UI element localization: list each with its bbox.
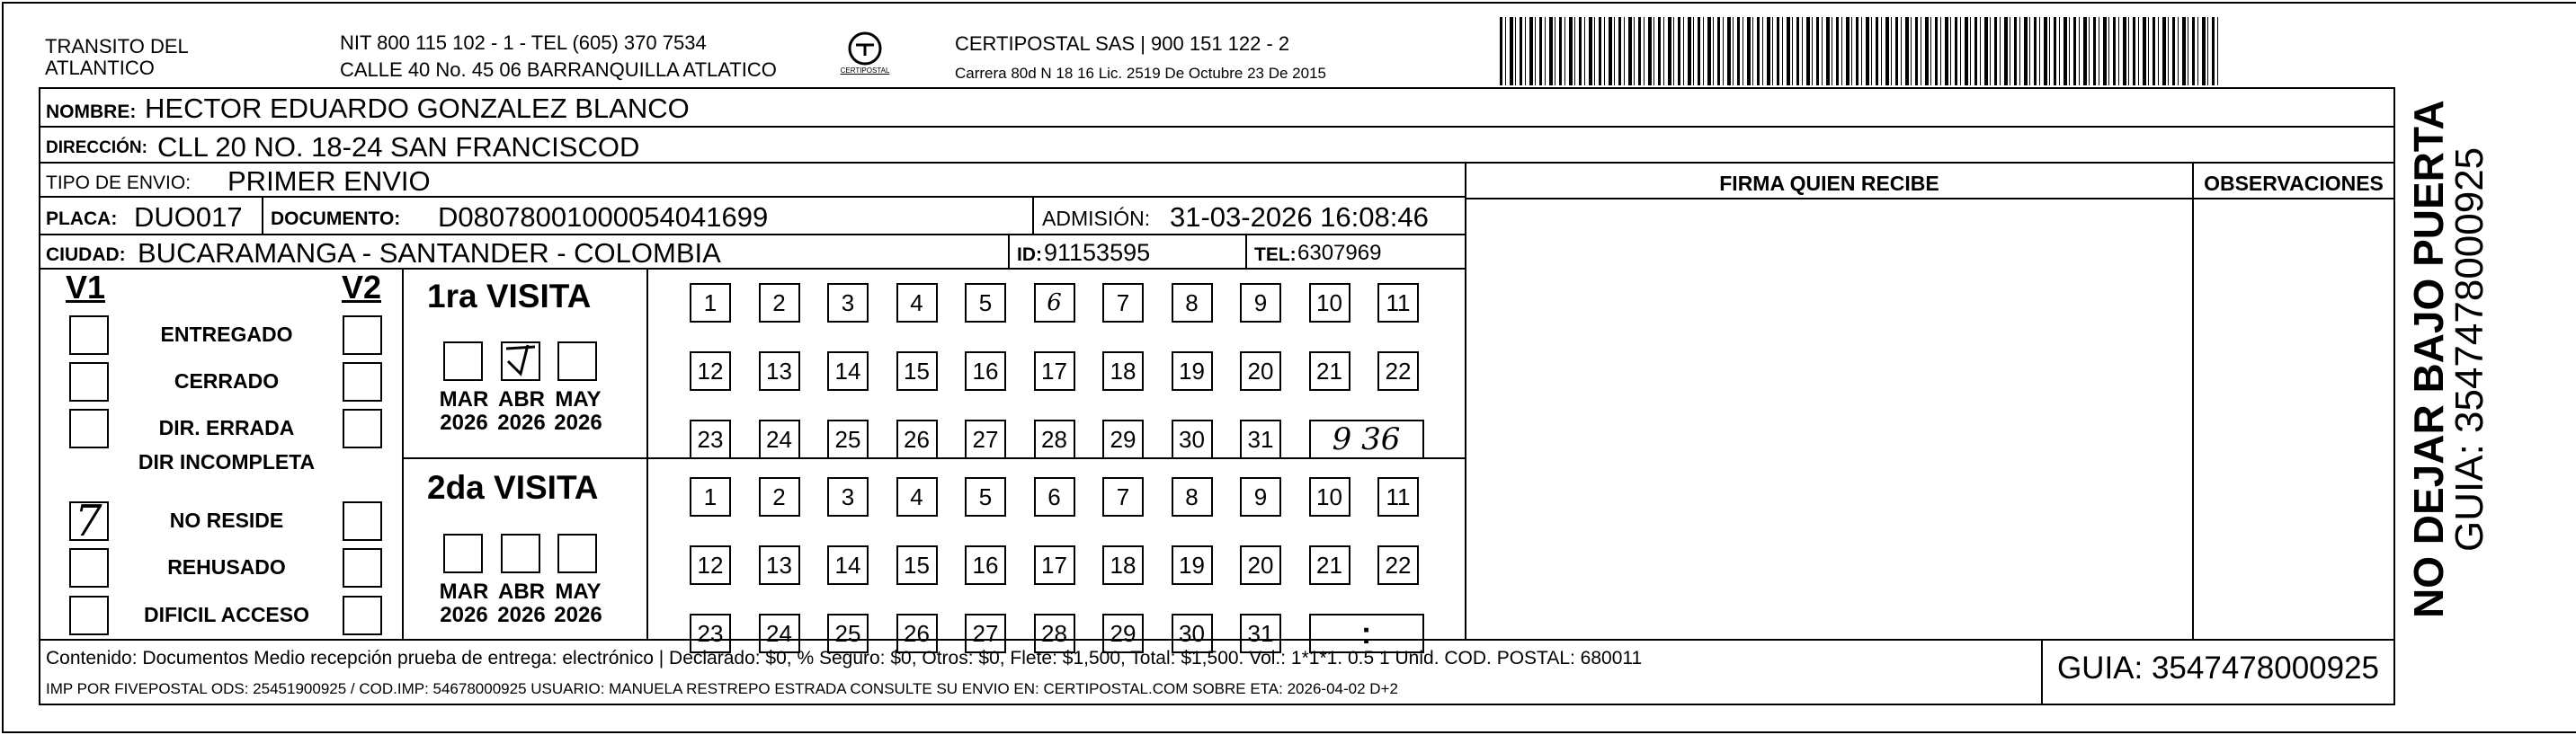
day-box-21[interactable]: 21: [1309, 351, 1350, 391]
day-box-12[interactable]: 12: [690, 351, 731, 391]
month-year: 2026: [497, 411, 546, 435]
month-checkbox-abr[interactable]: [501, 534, 540, 573]
handwritten-mark: 7: [75, 496, 103, 546]
day-box-23[interactable]: 23: [690, 420, 731, 459]
month-label: [490, 580, 553, 627]
month-name: MAY: [555, 387, 602, 412]
day-box-22[interactable]: 22: [1377, 545, 1419, 585]
observaciones-column-divider: [2192, 164, 2194, 639]
columns-header-divider: [1465, 198, 2393, 199]
status-label: DIFICIL ACCESO: [143, 603, 309, 626]
day-box-20[interactable]: 20: [1240, 545, 1281, 585]
month-checkbox-mar[interactable]: [443, 534, 483, 573]
day-box-27[interactable]: 27: [965, 614, 1006, 653]
day-box-18[interactable]: 18: [1102, 351, 1144, 391]
firma-signature-area[interactable]: [1472, 206, 2186, 633]
row-nombre: [40, 89, 2393, 128]
day-box-29[interactable]: 29: [1102, 420, 1144, 459]
day-box-11[interactable]: 11: [1377, 283, 1419, 323]
day-box-30[interactable]: 30: [1172, 420, 1213, 459]
day-box-26[interactable]: 26: [896, 614, 938, 653]
row-ciudad: [40, 235, 1465, 270]
month-checkbox-mar[interactable]: [443, 341, 483, 381]
v2-checkbox[interactable]: [343, 596, 382, 635]
divider: [1245, 235, 1247, 268]
day-box-14[interactable]: 14: [827, 545, 869, 585]
day-box-22[interactable]: 22: [1377, 351, 1419, 391]
day-box-24[interactable]: 24: [759, 420, 800, 459]
day-box-21[interactable]: 21: [1309, 545, 1350, 585]
day-box-7[interactable]: 7: [1102, 477, 1144, 517]
main-table: [39, 87, 2395, 705]
day-box-17[interactable]: 17: [1034, 351, 1075, 391]
divider: [1008, 235, 1010, 268]
month-label: [547, 580, 610, 627]
month-year: 2026: [440, 603, 488, 627]
id-value: 91153595: [1044, 239, 1151, 266]
day-box-10[interactable]: 10: [1309, 477, 1350, 517]
day-box-12[interactable]: 12: [690, 545, 731, 585]
status-divider: [402, 270, 404, 639]
status-label: DIR. ERRADA: [158, 416, 295, 439]
company-block: [955, 32, 1326, 83]
id-label: ID:: [1017, 244, 1042, 265]
day-box-9[interactable]: 9: [1240, 477, 1281, 517]
day-box-5[interactable]: 5: [965, 477, 1006, 517]
day-box-26[interactable]: 26: [896, 420, 938, 459]
divider: [262, 198, 263, 234]
day-box-29[interactable]: 29: [1102, 614, 1144, 653]
nit-line: NIT 800 115 102 - 1 - TEL (605) 370 7534: [340, 31, 707, 54]
row-direccion: [40, 128, 2393, 164]
firma-column-divider: [1465, 164, 1466, 639]
day-box-24[interactable]: 24: [759, 614, 800, 653]
day-box-8[interactable]: 8: [1172, 477, 1213, 517]
day-box-18[interactable]: 18: [1102, 545, 1144, 585]
day-box-3[interactable]: 3: [827, 477, 869, 517]
checkmark-icon: [501, 341, 540, 381]
footer-guia: GUIA: 3547478000925: [2056, 651, 2380, 686]
day-box-13[interactable]: 13: [759, 351, 800, 391]
month-label: [490, 388, 553, 435]
day-box-17[interactable]: 17: [1034, 545, 1075, 585]
month-label: [547, 388, 610, 435]
day-box-25[interactable]: 25: [827, 420, 869, 459]
v1-checkbox[interactable]: [69, 596, 109, 635]
day-box-2[interactable]: 2: [759, 477, 800, 517]
day-box-30[interactable]: 30: [1172, 614, 1213, 653]
visit-time-box[interactable]: 9 36: [1309, 420, 1424, 459]
day-box-6[interactable]: 6: [1034, 477, 1075, 517]
v1-header: V1: [66, 269, 106, 306]
tel-value: 6307969: [1297, 241, 1382, 265]
day-box-15[interactable]: 15: [896, 351, 938, 391]
day-box-10[interactable]: 10: [1309, 283, 1350, 323]
certipostal-logo-icon: [838, 29, 892, 83]
tipo-value: PRIMER ENVIO: [227, 165, 431, 197]
day-box-13[interactable]: 13: [759, 545, 800, 585]
v1-checkbox[interactable]: [69, 362, 109, 402]
row-tipo-envio: [40, 164, 1465, 198]
nit-block: [340, 32, 777, 81]
direccion-label: DIRECCIÓN:: [46, 138, 147, 157]
month-year: 2026: [497, 603, 546, 627]
tipo-label: TIPO DE ENVIO:: [46, 173, 192, 193]
day-box-9[interactable]: 9: [1240, 283, 1281, 323]
day-box-15[interactable]: 15: [896, 545, 938, 585]
month-checkbox-may[interactable]: [557, 534, 597, 573]
org-name: [45, 36, 189, 79]
observaciones-area[interactable]: [2199, 206, 2388, 633]
day-box-7[interactable]: 7: [1102, 283, 1144, 323]
license-line: Carrera 80d N 18 16 Lic. 2519 De Octubre 23 De 2015: [955, 65, 1326, 82]
ciudad-label: CIUDAD:: [46, 244, 126, 265]
firma-header: FIRMA QUIEN RECIBE: [1719, 172, 1939, 195]
day-box-3[interactable]: 3: [827, 283, 869, 323]
day-box-1[interactable]: 1: [690, 283, 731, 323]
documento-value: D08078001000054041699: [438, 201, 769, 233]
visit1-title: 1ra VISITA: [427, 278, 592, 314]
month-year: 2026: [554, 603, 602, 627]
day-box-20[interactable]: 20: [1240, 351, 1281, 391]
day-box-5[interactable]: 5: [965, 283, 1006, 323]
v2-checkbox[interactable]: [343, 548, 382, 588]
row-placa: [40, 198, 1465, 235]
divider: [1032, 198, 1034, 234]
org-name-line1: TRANSITO DEL: [45, 35, 189, 58]
day-box-25[interactable]: 25: [827, 614, 869, 653]
ciudad-value: BUCARAMANGA - SANTANDER - COLOMBIA: [138, 237, 721, 269]
day-box-4[interactable]: 4: [896, 283, 938, 323]
day-box-6[interactable]: 6: [1034, 283, 1075, 323]
v1-checkbox[interactable]: [69, 315, 109, 355]
v2-checkbox[interactable]: [343, 501, 382, 541]
day-box-19[interactable]: 19: [1172, 351, 1213, 391]
day-box-11[interactable]: 11: [1377, 477, 1419, 517]
tel-label: TEL:: [1254, 244, 1297, 265]
v1-checkbox[interactable]: [69, 548, 109, 588]
day-box-16[interactable]: 16: [965, 351, 1006, 391]
month-name: ABR: [498, 580, 545, 604]
barcode: [1500, 17, 2219, 85]
status-label: NO RESIDE: [169, 509, 284, 532]
month-name: MAY: [555, 580, 602, 604]
direccion-value: CLL 20 NO. 18-24 SAN FRANCISCOD: [157, 131, 640, 163]
month-label: [432, 580, 495, 627]
visit-time-box[interactable]: :: [1309, 614, 1424, 653]
month-checkbox-may[interactable]: [557, 341, 597, 381]
day-box-14[interactable]: 14: [827, 351, 869, 391]
status-label: ENTREGADO: [160, 323, 293, 346]
day-box-27[interactable]: 27: [965, 420, 1006, 459]
v1-checkbox[interactable]: [69, 409, 109, 448]
logo-text: CERTIPOSTAL: [840, 66, 890, 75]
day-box-31[interactable]: 31: [1240, 420, 1281, 459]
footer-imp-line: IMP POR FIVEPOSTAL ODS: 25451900925 / COD.IMP: 54678000925 USUARIO: MANUELA RESTREPO ESTRADA CONSULTE SU ENVIO EN: CERTIPOSTAL.COM SOBRE ETA: 2026-04-02 D+2: [46, 680, 1398, 697]
placa-value: DUO017: [134, 201, 243, 233]
day-box-19[interactable]: 19: [1172, 545, 1213, 585]
month-year: 2026: [554, 411, 602, 435]
day-box-28[interactable]: 28: [1034, 614, 1075, 653]
day-box-31[interactable]: 31: [1240, 614, 1281, 653]
calendar-divider: [646, 270, 648, 639]
side-warning-text: NO DEJAR BAJO PUERTA: [2405, 100, 2452, 618]
company-line: CERTIPOSTAL SAS | 900 151 122 - 2: [955, 32, 1290, 55]
nombre-value: HECTOR EDUARDO GONZALEZ BLANCO: [145, 93, 690, 124]
footer-content-line: Contenido: Documentos Medio recepción prueba de entrega: electrónico | Declarado: $0, % Seguro: $0, Otros: $0, Flete: $1,500, Total: $1,500. Vol.: 1*1*1. 0.5 1 Unid. COD. POSTAL: 680011: [46, 648, 1643, 669]
admision-value: 31-03-2026 16:08:46: [1170, 201, 1429, 233]
month-name: ABR: [498, 387, 545, 412]
visit2-title: 2da VISITA: [427, 469, 599, 506]
month-label: [432, 388, 495, 435]
documento-label: DOCUMENTO:: [271, 208, 401, 229]
status-label: REHUSADO: [167, 555, 286, 579]
day-box-1[interactable]: 1: [690, 477, 731, 517]
day-box-23[interactable]: 23: [690, 614, 731, 653]
day-box-16[interactable]: 16: [965, 545, 1006, 585]
day-box-28[interactable]: 28: [1034, 420, 1075, 459]
day-box-4[interactable]: 4: [896, 477, 938, 517]
status-label: DIR INCOMPLETA: [138, 450, 316, 474]
v2-checkbox[interactable]: [343, 315, 382, 355]
org-name-line2: ATLANTICO: [45, 57, 155, 79]
day-box-8[interactable]: 8: [1172, 283, 1213, 323]
v2-checkbox[interactable]: [343, 362, 382, 402]
nombre-label: NOMBRE:: [46, 102, 137, 122]
day-box-2[interactable]: 2: [759, 283, 800, 323]
admision-label: ADMISIÓN:: [1042, 207, 1151, 230]
observaciones-header: OBSERVACIONES: [2204, 172, 2384, 195]
placa-label: PLACA:: [46, 208, 118, 229]
v2-checkbox[interactable]: [343, 409, 382, 448]
address-line: CALLE 40 No. 45 06 BARRANQUILLA ATLATICO: [340, 58, 777, 81]
side-guia-text: GUIA: 3547478000925: [2447, 146, 2491, 552]
month-year: 2026: [440, 411, 488, 435]
month-name: MAR: [439, 580, 489, 604]
v2-header: V2: [342, 269, 382, 306]
status-label: CERRADO: [174, 369, 280, 393]
month-name: MAR: [439, 387, 489, 412]
